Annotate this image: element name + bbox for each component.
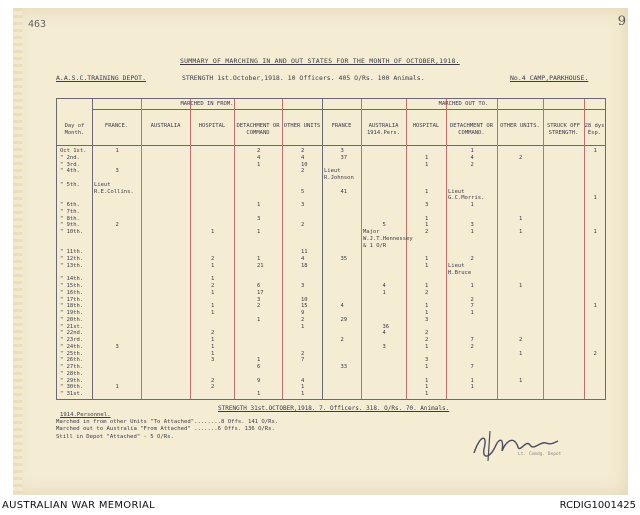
table-cell: 2 [470,256,474,262]
unit-name: A.A.S.C.TRAINING DEPOT. [56,74,147,82]
table-cell: 7 [470,303,474,310]
table-cell: 1 [519,350,523,357]
in-col-header: OTHER UNITS [283,123,321,129]
table-cell: 15 [301,303,308,310]
table-cell: 1 [470,148,474,154]
table-cell: 1 [425,377,429,384]
col-divider [234,99,235,399]
table-cell: 4 [301,377,305,384]
table-cell: 3 [257,215,261,222]
table-cell: 21 [257,262,264,269]
table-cell: 37 [340,154,348,161]
table-cell: 3 [470,222,474,229]
day-of-month-header: Day of Month. [64,123,85,136]
day-label: " 23rd. [60,337,84,343]
table-cell: Lieut [448,188,465,195]
table-cell: 9 [301,310,305,316]
marched-in-header: MARCHED IN FROM. [180,101,234,107]
table-cell: 2 [115,222,119,229]
table-cell: 1 [425,310,429,316]
table-cell: 4 [382,330,386,337]
table-cell: 3 [382,343,386,350]
table-cell: R.Johnson [324,175,354,181]
day-label: " 3rd. [60,161,80,168]
day-label: " 25th. [60,350,84,357]
day-label: " 20th. [60,316,84,323]
table-cell: 1 [470,229,474,235]
day-label: " 29th. [60,377,84,384]
table-cell: 1 [519,215,523,222]
table-cell: 1 [211,343,215,350]
footer-line: 1914.Personnel. [60,412,111,418]
table-cell: 2 [425,337,429,343]
table-cell: 1 [470,283,474,289]
table-cell: 2 [470,296,474,303]
table-cell: 2 [257,148,261,154]
table-cell: 1 [425,262,429,269]
document-title: SUMMARY OF MARCHING IN AND OUT STATES FOR THE MONTH OF OCTOBER,1918. [180,57,460,65]
col-divider [446,99,447,399]
table-cell: 4 [470,154,474,161]
table-cell: 3 [301,202,305,208]
table-cell: 2 [301,148,305,154]
footer-notes [56,412,278,441]
table-cell: 2 [301,316,305,323]
table-cell: 5 [301,188,305,195]
table-cell: 2 [257,303,261,310]
table-cell: Lieut [448,262,465,269]
table-cell: 7 [470,364,474,370]
day-label: " 5th. [60,181,80,188]
table-cell: 2 [301,350,305,357]
table-cell: 1 [257,256,261,262]
day-label: " 10th. [60,229,84,235]
table-cell: 2 [425,330,429,337]
table-cell: 1 [211,337,215,343]
table-cell: 2 [211,384,215,391]
table-cell: Lieut [324,168,341,175]
day-label: " 14th. [60,276,84,283]
table-cell: 1 [301,323,305,330]
out-col-header: HOSPITAL [412,123,440,129]
table-cell: 10 [301,161,308,168]
table-cell: 29 [340,316,348,323]
table-cell: 1 [425,256,429,262]
footer-line: Still in Depot "Attached" - 5 O/Rs. [56,433,174,440]
table-cell: 6 [257,283,261,289]
table-cell: 4 [257,154,261,161]
table-cell: 2 [301,168,305,175]
handwritten-signature [470,425,560,465]
table-cell: 1 [593,148,597,154]
table-cell: 1 [211,289,215,296]
table-cell: 1 [470,202,474,208]
summary-table [56,98,606,400]
page-number-left: 463 [28,19,47,30]
day-label: " 31st. [60,391,84,397]
watermark-left: AUSTRALIAN WAR MEMORIAL [2,500,155,511]
table-cell: 1 [425,384,429,391]
in-col-header: AUSTRALIA [150,123,181,129]
table-cell: 1 [115,384,119,391]
day-label: " 19th. [60,310,84,316]
table-cell: 1 [425,215,429,222]
table-cell: 1 [257,357,261,364]
table-cell: 11 [301,249,308,256]
in-col-header: FRANCE. [104,123,129,129]
footer-line: Marched out to Australia "From Attached" .......6 Offs. 136 O/Rs. [56,426,275,433]
table-cell: 1 [211,276,215,283]
table-cell: 1 [519,377,523,384]
marched-out-header: MARCHED OUT TO. [438,101,489,107]
table-cell: 7 [301,357,305,364]
table-cell: 1 [211,303,215,310]
col-divider [282,99,283,399]
table-cell: 33 [340,364,348,370]
out-col-header: AUSTRALIA 1914.Pers. [366,123,401,136]
table-cell: & 1 O/R [363,242,387,249]
table-cell: 4 [301,256,305,262]
table-cell: 1 [301,384,305,391]
table-cell: 10 [301,296,308,303]
day-label: " 26th. [60,357,84,364]
table-cell: 36 [382,323,390,330]
table-cell: 2 [519,337,523,343]
day-label: " 28th. [60,370,84,377]
day-label: " 9th. [60,222,80,229]
table-cell: 1 [425,188,429,195]
table-cell: 1 [593,303,597,310]
day-label: " 8th. [60,215,80,222]
day-label: " 30th. [60,384,84,391]
table-cell: 2 [340,337,344,343]
table-cell: 1 [211,350,215,357]
day-label: " 21st. [60,323,84,330]
table-cell: G.C.Morris. [448,195,485,202]
table-cell: 6 [257,364,261,370]
header-rule-top [92,109,605,110]
col-divider [406,99,407,399]
table-cell: 1 [593,195,597,202]
table-cell: 4 [340,303,344,310]
table-cell: 2 [211,283,215,289]
table-cell: Major [363,229,380,235]
day-label: " 24th. [60,343,84,350]
table-cell: 1 [257,391,261,397]
table-cell: 1 [425,391,429,397]
col-divider [141,99,142,399]
col-divider [92,99,93,399]
table-cell: 3 [257,296,261,303]
table-cell: 1 [211,262,215,269]
strength-start: STRENGTH 1st.October,1918. 10 Officers. 405 O/Rs. 100 Animals. [182,74,425,82]
table-cell: 18 [301,262,308,269]
out-col-header: OTHER UNITS. [500,123,540,129]
table-cell: 41 [340,188,348,195]
table-cell: 1 [425,283,429,289]
in-col-header: DETACHMENT OR COMMAND [236,123,280,136]
table-cell: 2 [211,377,215,384]
in-col-header: HOSPITAL [198,123,226,129]
day-label: " 4th. [60,168,80,175]
table-cell: 3 [211,357,215,364]
table-cell: W.J.T.Hennessey [363,235,413,242]
table-cell: 2 [211,330,215,337]
table-cell: 4 [301,154,305,161]
table-cell: 1 [425,222,429,229]
table-cell: 2 [425,289,429,296]
table-cell: 1 [211,229,215,235]
col-divider [322,99,323,399]
table-cell: 1 [115,148,119,154]
table-cell: 5 [382,222,386,229]
table-cell: 7 [470,337,474,343]
table-cell: 1 [425,303,429,310]
page-number-right: 9 [617,14,626,29]
out-col-header: FRANCE [331,123,352,129]
table-cell: H.Bruce [448,269,472,276]
table-cell: 1 [470,310,474,316]
col-divider [361,99,362,399]
watermark-right: RCDIG1001425 [559,500,636,511]
out-col-header: 28 dys Esp. [584,123,605,136]
col-divider [497,99,498,399]
day-label: Oct 1st. [60,148,87,154]
table-cell: 9 [257,377,261,384]
table-cell: 17 [257,289,264,296]
out-col-header: DETACHMENT OR COMMAND. [449,123,494,136]
table-cell: Lieut [94,181,111,188]
day-label: " 11th. [60,249,84,256]
table-cell: 4 [382,283,386,289]
table-cell: 2 [470,343,474,350]
table-cell: 1 [519,283,523,289]
day-label: " 18th. [60,303,84,310]
table-cell: 2 [593,350,597,357]
table-cell: 2 [519,154,523,161]
header-rule-bottom [57,145,605,146]
col-divider [190,99,191,399]
table-cell: 3 [425,316,429,323]
table-cell: 2 [470,161,474,168]
table-cell: 1 [470,377,474,384]
table-cell: 1 [519,229,523,235]
day-label: " 16th. [60,289,84,296]
day-label: " 17th. [60,296,84,303]
day-label: " 13th. [60,262,84,269]
footer-line: Marched in from other Units "To Attached"........8 Offs. 141 O/Rs. [56,419,279,426]
day-label: " 15th. [60,283,84,289]
table-cell: 35 [340,256,348,262]
table-cell: 3 [301,283,305,289]
table-cell: 1 [211,310,215,316]
col-divider [543,99,544,399]
table-cell: 1 [257,202,261,208]
table-cell: 1 [257,316,261,323]
table-cell: 1 [257,161,261,168]
day-label: " 7th. [60,208,80,215]
table-cell: 2 [425,229,429,235]
col-divider [584,99,585,399]
table-cell: 3 [340,148,344,154]
table-cell: 1 [425,154,429,161]
table-cell: 1 [425,364,429,370]
table-cell: 3 [115,343,119,350]
table-cell: 1 [257,229,261,235]
day-label: " 12th. [60,256,84,262]
camp-name: No.4 CAMP,PARKHOUSE. [510,74,589,82]
out-col-header: STRUCK OFF STRENGTH. [546,123,581,136]
day-label: " 2nd. [60,154,80,161]
strength-end: STRENGTH 31st.OCTOBER,1918. 7. Officers. 318. O/Rs. 70. Animals. [218,405,450,412]
day-label: " 6th. [60,202,80,208]
signature-stamp: Lt. Comdg. Depot [518,452,562,457]
table-cell: 2 [211,256,215,262]
table-cell: R.E.Collins. [94,188,134,195]
table-cell: 1 [382,289,386,296]
table-cell: 3 [115,168,119,175]
table-cell: 1 [593,229,597,235]
table-cell: 1 [425,161,429,168]
table-cell: 2 [301,222,305,229]
table-cell: 1 [470,384,474,391]
day-label: " 22nd. [60,330,84,337]
day-label: " 27th. [60,364,84,370]
table-cell: 1 [425,343,429,350]
table-cell: 3 [425,202,429,208]
table-cell: 3 [425,357,429,364]
table-cell: 1 [301,391,305,397]
